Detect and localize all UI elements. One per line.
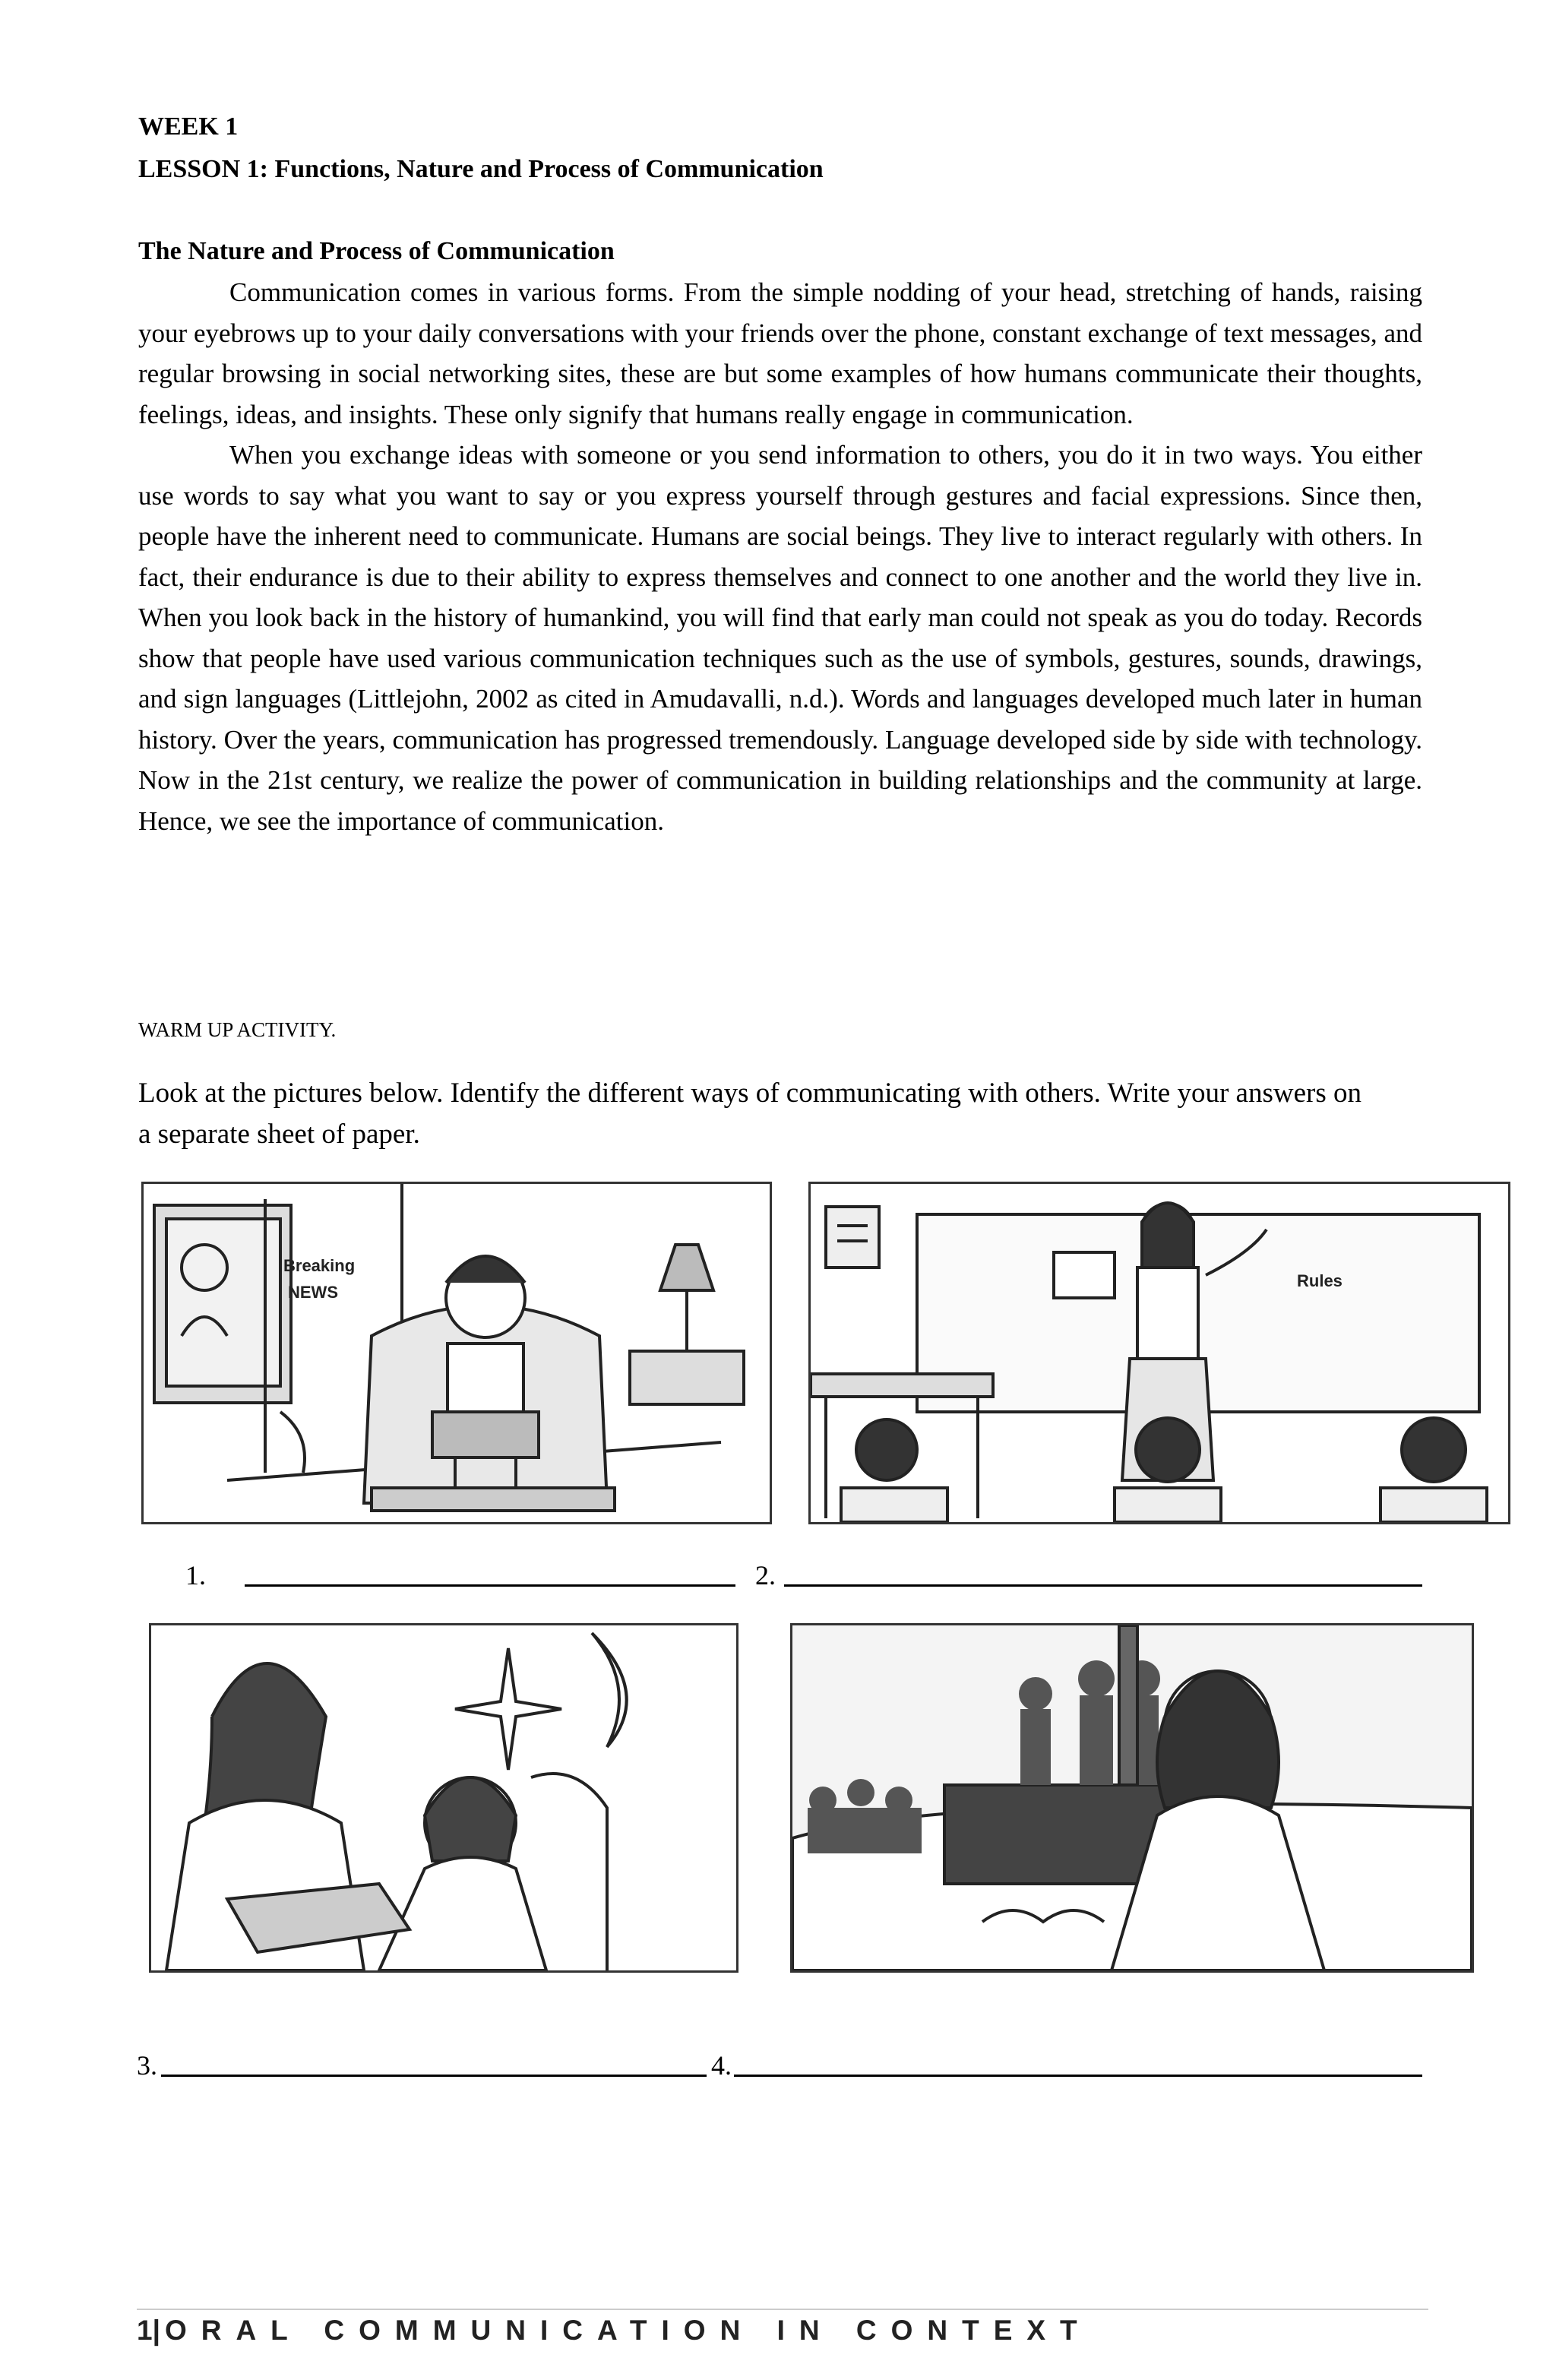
answer-3-line [161,2075,707,2077]
mother-daughter-illustration [151,1625,736,1970]
picture-girl-upset [790,1623,1474,1973]
paragraph-2: When you exchange ideas with someone or you send information to others, you do it in two ways. You either use words to say what you want to say or you express yourself through gestures and facial expressions. Since then, people have the inherent need to communicate. Humans are social beings. They live to interact regularly with others. In fact, their endurance is due to their ability to express themselves and connect to one another and the world they live in. When you look back in the history of humankind, you will find that early man could not speak as you do today. Records show that people have used various communication techniques such as the use of symbols, gestures, sounds, drawings, and sign languages (Littlejohn, 2002 as cited in Amudavalli, n.d.). Words and languages developed much later in human history. Over the years, communication has progressed tremendously. Language developed side by side with technology. Now in the 21st century, we realize the power of communication in building relationships and the community at large. Hence, we see the importance of communication. [138,440,1422,836]
board-rules-label: Rules [1297,1271,1343,1290]
answer-2-line [784,1584,1422,1587]
page-number: 1 [137,2315,153,2346]
picture-mother-daughter [149,1623,738,1973]
answer-3-number: 3. [137,2050,157,2081]
footer-separator: | [152,2315,160,2346]
answer-1-number: 1. [185,1560,206,1590]
answer-4-line [734,2075,1422,2077]
section-body [138,272,1422,841]
warm-up-label: WARM UP ACTIVITY. [138,1018,337,1041]
picture-boy-watching-tv [141,1182,772,1524]
answer-4-number: 4. [711,2050,732,2081]
paragraph-1: Communication comes in various forms. From the simple nodding of your head, stretching of hands, raising your eyebrows up to your daily conversations with your friends over the phone, constant exchange of text messages, and regular browsing in social networking sites, these are but some examples of how humans communicate their thoughts, feelings, ideas, and insights. These only signify that humans really engage in communication. [138,277,1422,429]
activity-instructions: Look at the pictures below. Identify the different ways of communicating with others. Write your answers on a separate sheet of paper. [138,1078,1362,1150]
tv-news-label-1: Breaking [283,1256,356,1275]
section-title: The Nature and Process of Communication [138,237,615,265]
lesson-heading: LESSON 1: Functions, Nature and Process of Communication [138,155,824,183]
footer-divider [137,2309,1428,2310]
girl-upset-illustration [792,1625,1472,1970]
answer-1-line [245,1584,735,1587]
teacher-classroom-illustration [811,1184,1508,1522]
answer-2-number: 2. [755,1560,776,1590]
boy-watching-tv-illustration [144,1184,770,1522]
page-footer [137,2315,1092,2347]
tv-news-label-2: NEWS [288,1283,338,1302]
footer-title: ORAL COMMUNICATION IN CONTEXT [164,2315,1092,2346]
picture-teacher-classroom [808,1182,1510,1524]
week-heading: WEEK 1 [138,112,239,141]
